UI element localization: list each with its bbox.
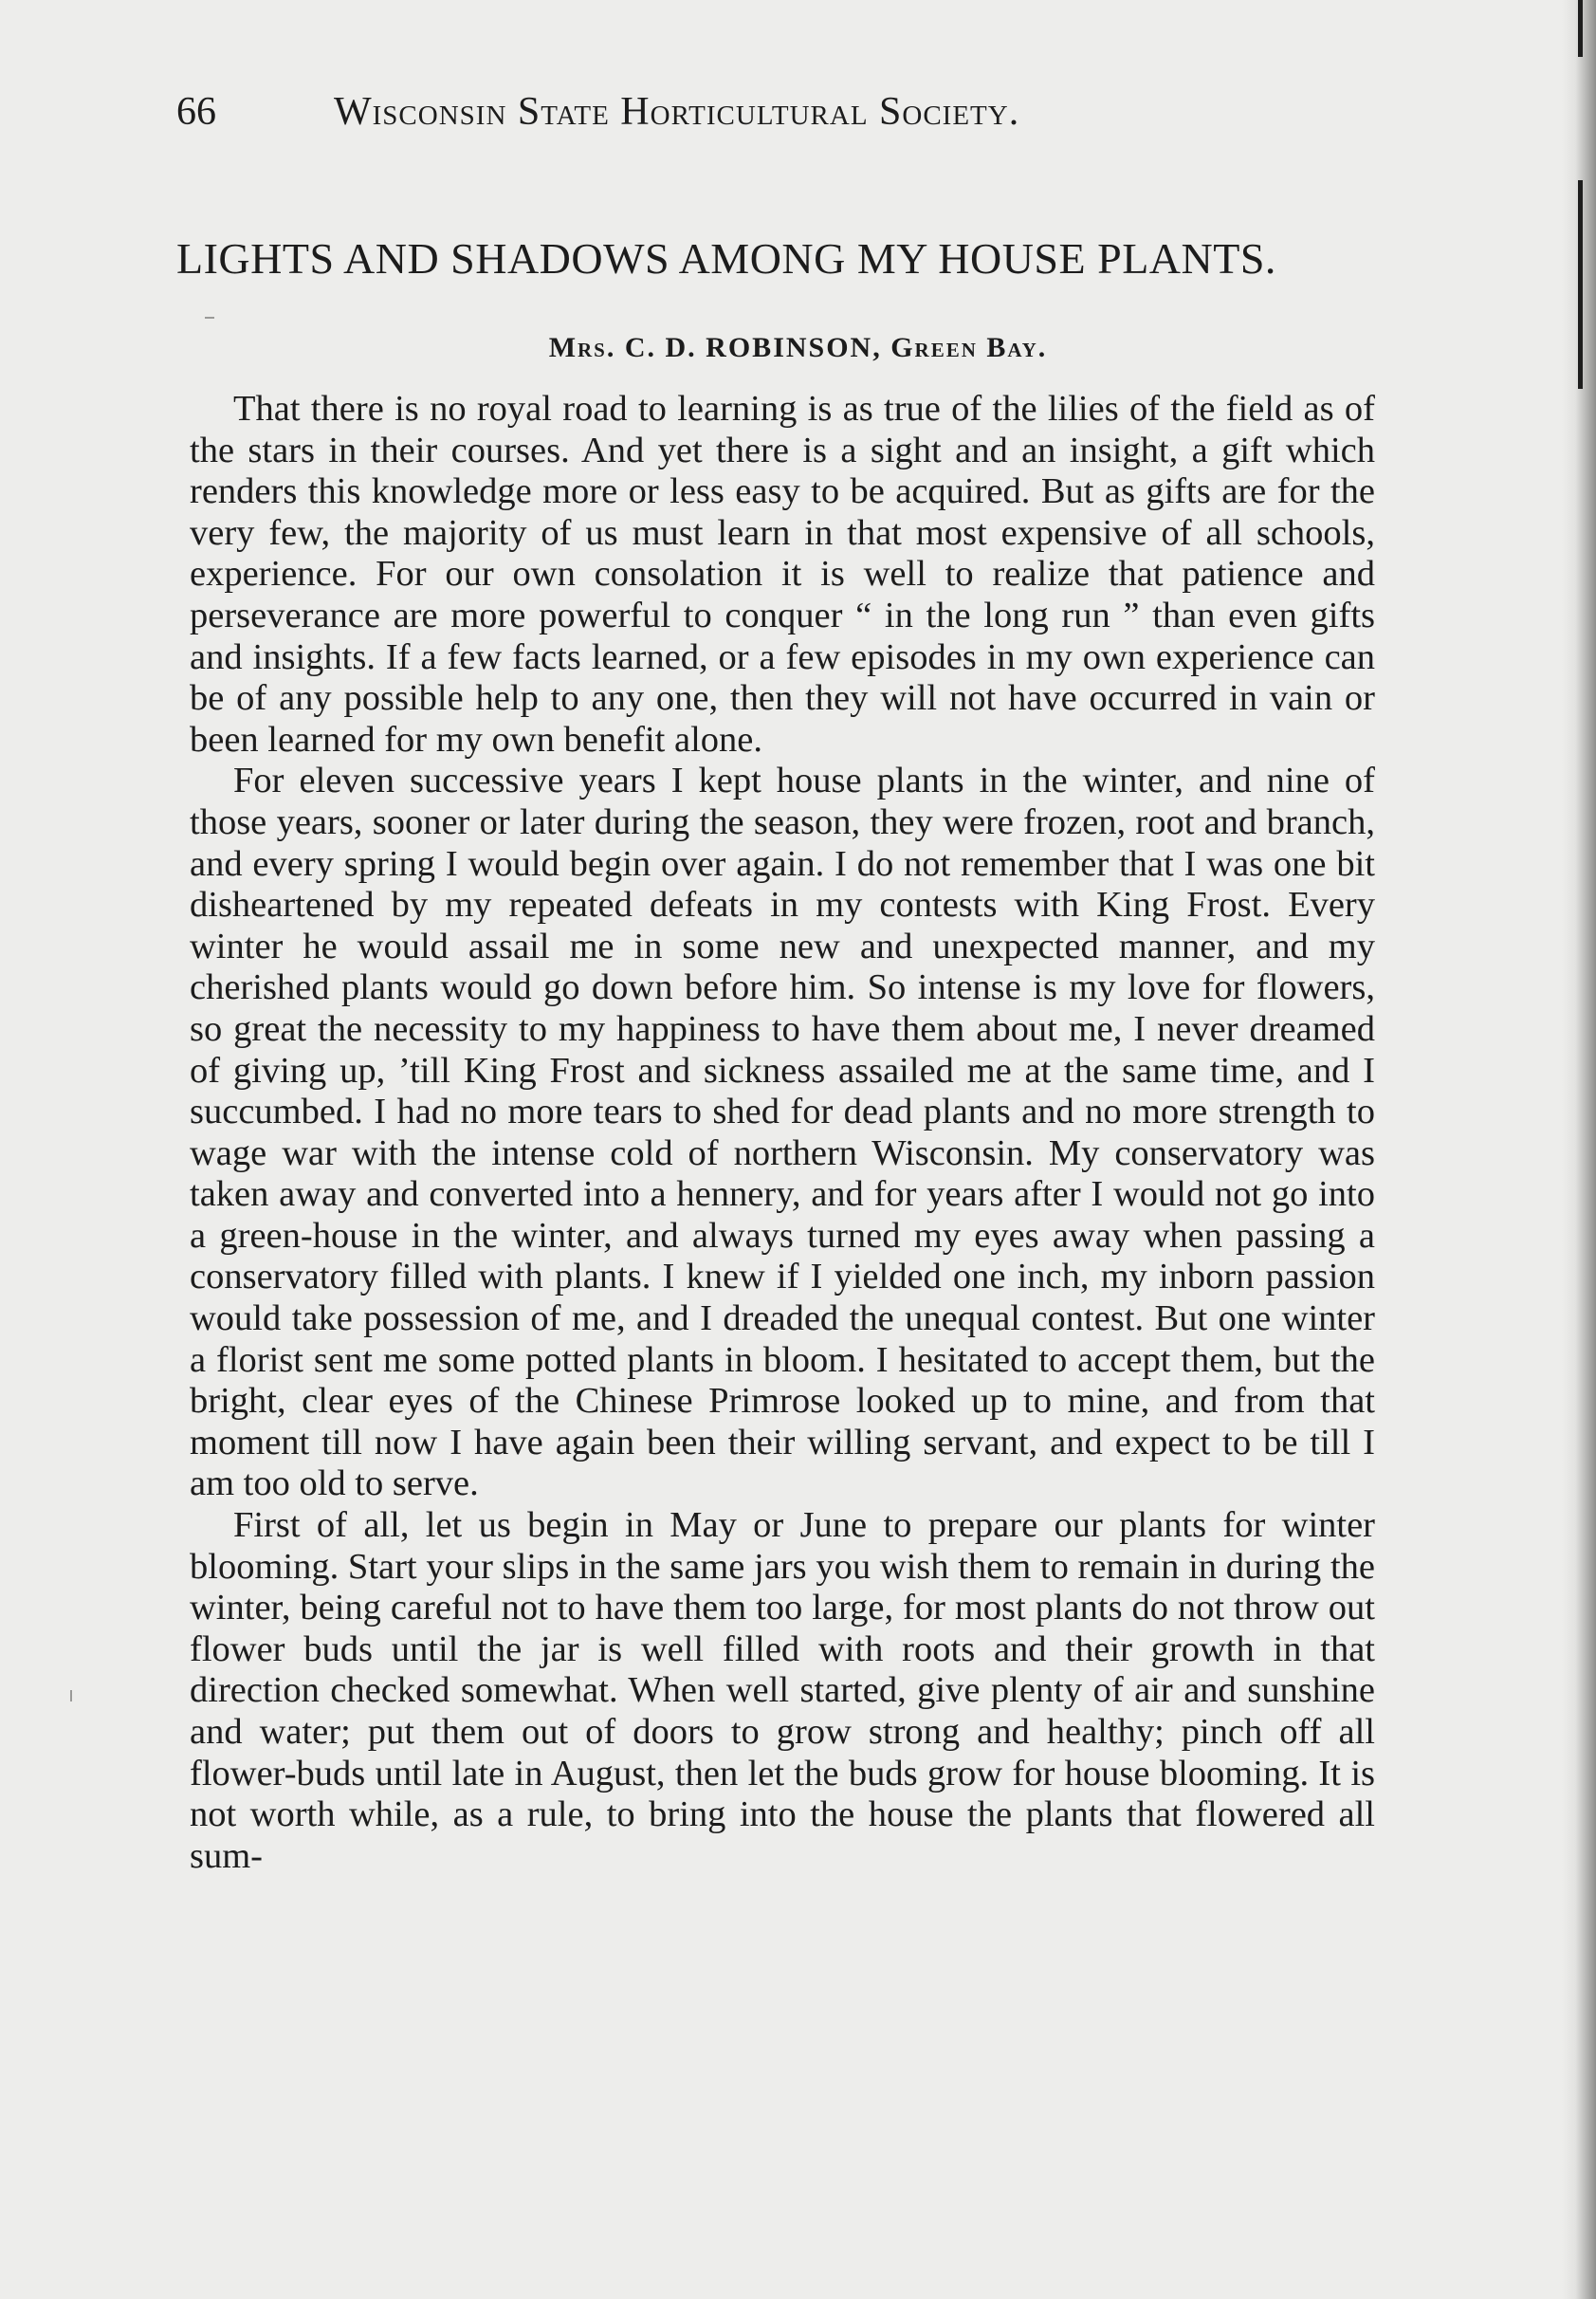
page-edge-mark	[1578, 0, 1583, 57]
paragraph: For eleven successive years I kept house plants in the winter, and nine of those years, sooner or later during the season, they were frozen, root and branch, and every spring I would begin over again. I do not remember that I was one bit disheartened by my repeated defeats in my contests with King Frost. Every winter he would assail me in some new and unexpected manner, and my cherished plants would go down before him. So intense is my love for flowers, so great the necessity to my happiness to have them about me, I never dreamed of giving up, ’till King Frost and sickness assailed me at the same time, and I succumbed. I had no more tears to shed for dead plants and no more strength to wage war with the intense cold of northern Wisconsin. My conservatory was taken away and converted into a hennery, and for years after I would not go into a green-house in the winter, and always turned my eyes away when passing a conservatory filled with plants. I knew if I yielded one inch, my inborn passion would take possession of me, and I dreaded the unequal contest. But one winter a florist sent me some potted plants in bloom. I hesitated to accept them, but the bright, clear eyes of the Chinese Primrose looked up to mine, and from that moment till now I have again been their willing servant, and expect to be till I am too old to serve.	[190, 761, 1375, 1504]
speck	[205, 317, 214, 319]
article-byline: Mrs. C. D. ROBINSON, Green Bay.	[548, 332, 1048, 363]
article-body	[190, 389, 1375, 1877]
article-title: LIGHTS AND SHADOWS AMONG MY HOUSE PLANTS.	[176, 234, 1276, 283]
paragraph: That there is no royal road to learning is as true of the lilies of the field as of the stars in their courses. And yet there is a sight and an insight, a gift which renders this knowledge more or less easy to be acquired. But as gifts are for the very few, the majority of us must learn in that most expensive of all schools, experience. For our own consolation it is well to realize that patience and perseverance are more powerful to conquer “ in the long run ” than even gifts and insights. If a few facts learned, or a few episodes in my own experience can be of any possible help to any one, then they will not have occurred in vain or been learned for my own benefit alone.	[190, 389, 1375, 760]
paragraph: First of all, let us begin in May or June to prepare our plants for winter blooming. Start your slips in the same jars you wish them to remain in during the winter, being careful not to have them too large, for most plants do not throw out flower buds until the jar is well filled with roots and their growth in that direction checked somewhat. When well started, give plenty of air and sunshine and water; put them out of doors to grow strong and healthy; pinch off all flower-buds until late in August, then let the buds grow for house blooming. It is not worth while, as a rule, to bring into the house the plants that flowered all sum-	[190, 1505, 1375, 1876]
running-head	[176, 89, 1229, 146]
page-number: 66	[176, 90, 216, 134]
speck	[70, 1690, 72, 1701]
running-title: Wisconsin State Horticultural Society.	[334, 90, 1020, 134]
